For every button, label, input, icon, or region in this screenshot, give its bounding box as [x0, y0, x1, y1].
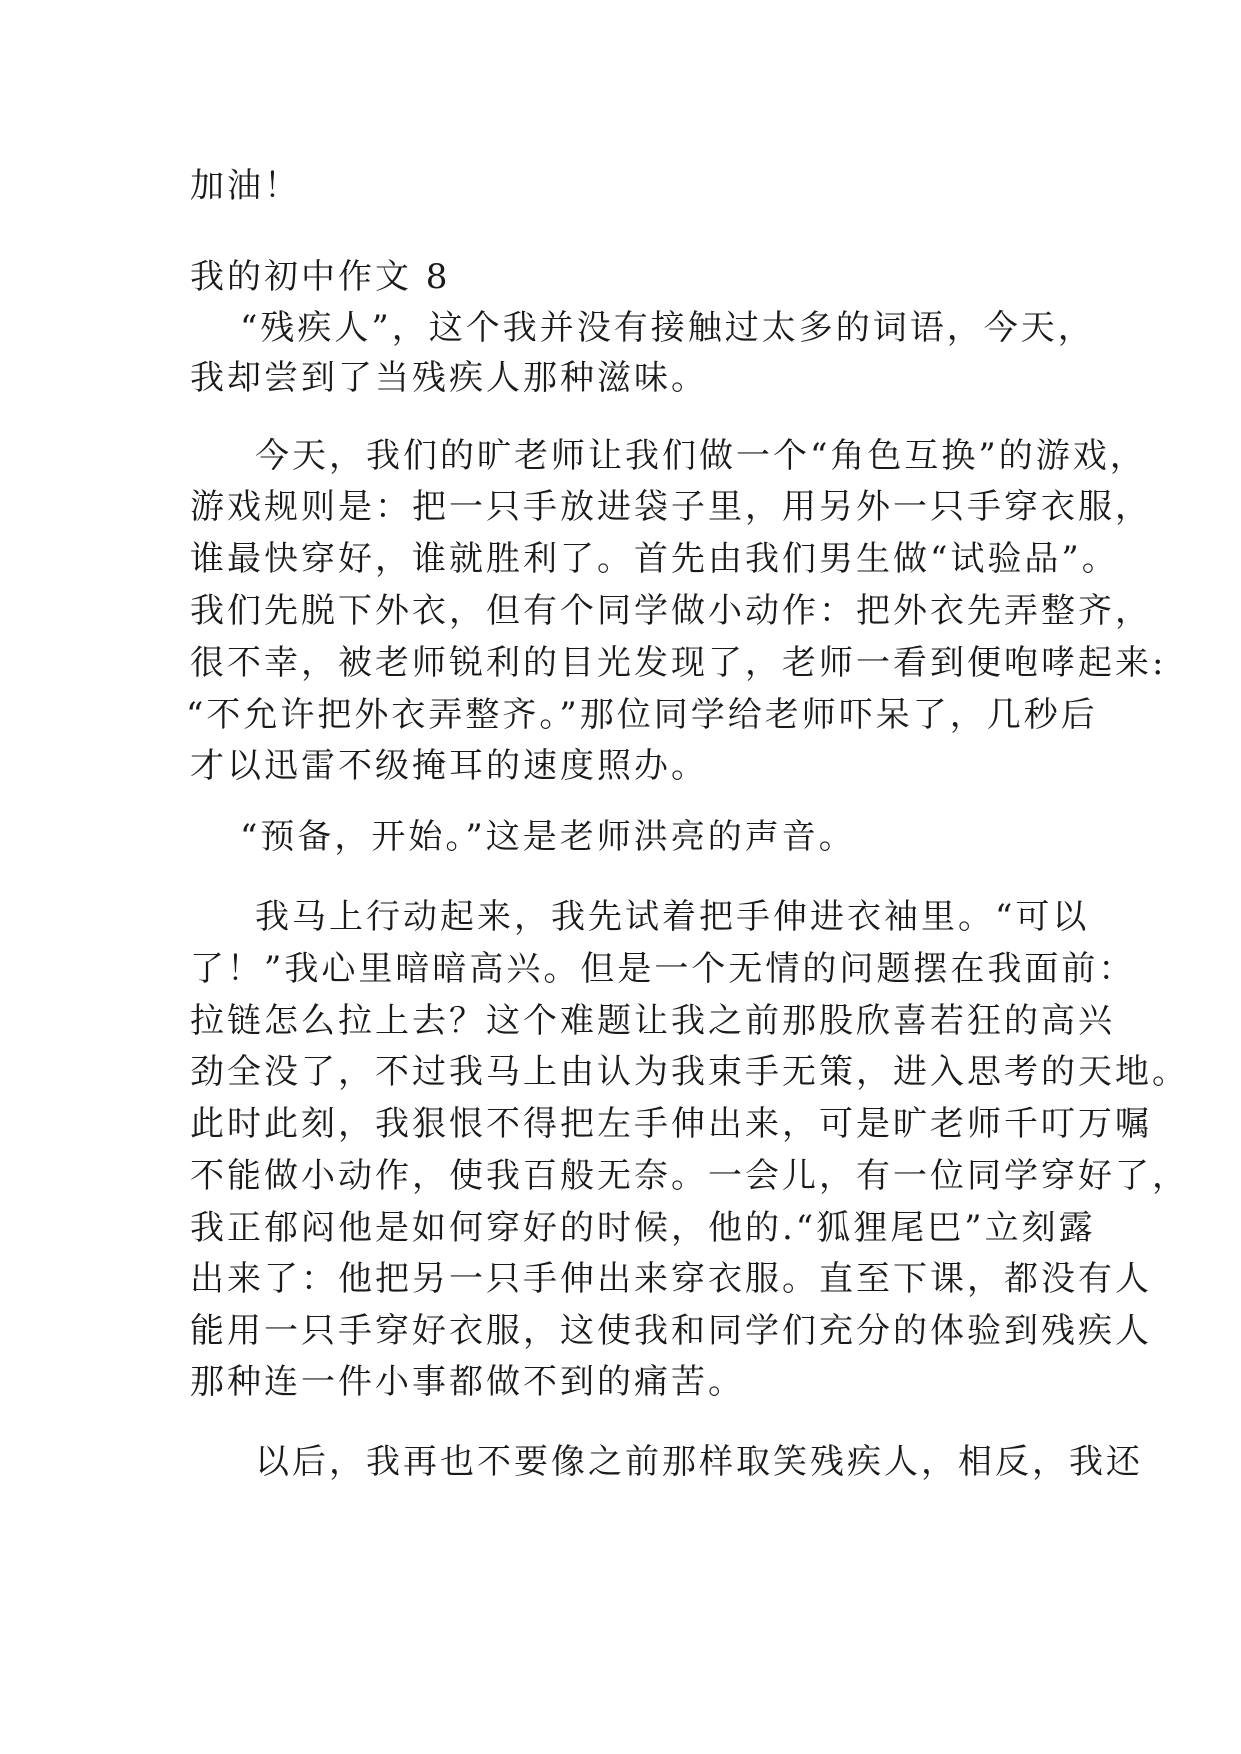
- text-line: 劲全没了，不过我马上由认为我束手无策，进入思考的天地。: [190, 1052, 1189, 1092]
- text-line: 不能做小动作，使我百般无奈。一会儿，有一位同学穿好了，: [190, 1156, 1189, 1196]
- text-line: 才以迅雷不级掩耳的速度照办。: [190, 746, 708, 786]
- text-line: 以后，我再也不要像之前那样取笑残疾人，相反，我还: [255, 1442, 1143, 1482]
- text-line: 谁最快穿好，谁就胜利了。首先由我们男生做“试验品”。: [190, 539, 1119, 579]
- text-line: 出来了：他把另一只手伸出来穿衣服。直至下课，都没有人: [190, 1259, 1152, 1299]
- section-heading: 我的初中作文 8: [190, 257, 451, 297]
- text-line: 了！”我心里暗暗高兴。但是一个无情的问题摆在我面前：: [190, 949, 1136, 989]
- text-line: 游戏规则是：把一只手放进袋子里，用另外一只手穿衣服，: [190, 487, 1152, 527]
- text-line: 很不幸，被老师锐利的目光发现了，老师一看到便咆哮起来:: [190, 643, 1167, 683]
- text-line: “残疾人”，这个我并没有接触过太多的词语，今天，: [240, 308, 1095, 348]
- text-line: 我们先脱下外衣，但有个同学做小动作：把外衣先弄整齐，: [190, 591, 1152, 631]
- text-line: 我马上行动起来，我先试着把手伸进衣袖里。“可以: [255, 897, 1090, 937]
- text-line: 拉链怎么拉上去？这个难题让我之前那股欣喜若狂的高兴: [190, 1001, 1115, 1041]
- text-line: 能用一只手穿好衣服，这使我和同学们充分的体验到残疾人: [190, 1311, 1152, 1351]
- text-line: 今天，我们的旷老师让我们做一个“角色互换”的游戏，: [255, 436, 1147, 476]
- text-line: 我正郁闷他是如何穿好的时候，他的.“狐狸尾巴”立刻露: [190, 1208, 1096, 1248]
- text-line: 此时此刻，我狠恨不得把左手伸出来，可是旷老师千叮万嘱: [190, 1104, 1152, 1144]
- text-line: “预备，开始。”这是老师洪亮的声音。: [240, 817, 856, 857]
- text-line: “不允许把外衣弄整齐。”那位同学给老师吓呆了，几秒后: [186, 695, 1098, 735]
- text-line: 我却尝到了当残疾人那种滋味。: [190, 358, 708, 398]
- text-line: 加油！: [190, 166, 301, 206]
- text-line: 那种连一件小事都做不到的痛苦。: [190, 1362, 745, 1402]
